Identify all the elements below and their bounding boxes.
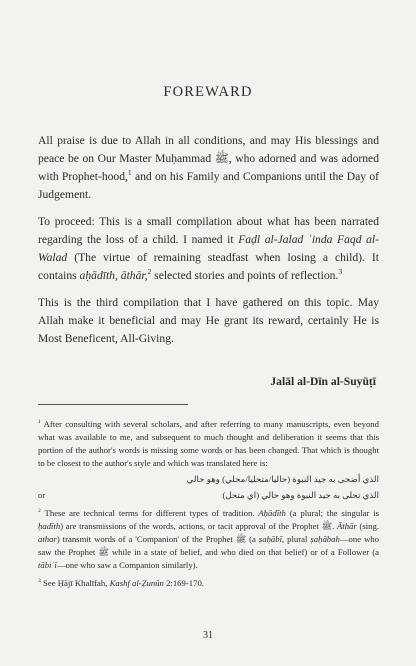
arabic-variant-2: الذي تحلى به جيد النبوة وهو حالي (اي متحل) [222, 490, 379, 500]
footnote-text: (a plural; the singular is [285, 508, 380, 518]
term: Āthār [336, 521, 357, 531]
footnote-text: ) transmit words of a 'Companion' of the Prophet ﷺ (a [56, 534, 259, 544]
footnote-text: ) are transmissions of the words, actions, or tacit approval of the Prophet ﷺ. [60, 521, 337, 531]
page-title: FOREWARD [163, 84, 253, 100]
footnote-divider [38, 404, 188, 405]
footnote-ref-3[interactable]: 3 [338, 267, 343, 277]
paragraph-3: This is the third compilation that I have gathered on this topic. May Allah make it beneficial and may He grant its reward, certainly He is Most Beneficent, All-Giving. [38, 296, 379, 345]
footnote-text: (sing. [356, 521, 380, 531]
paragraph-text: All praise is due to Allah in all conditions, and may His blessings and peace be on Our Master Muḥammad ﷺ, who adorned and was adorned with Prophet-hood, [38, 134, 380, 183]
paragraph-text: (The virtue of remaining steadfast when losing a child). It contains [38, 251, 379, 282]
paragraph-text: To proceed: This is a small compilation about what has been narrated regarding the loss of a child. I named it [38, 215, 379, 246]
paragraph-text: selected stories and points of reflection. [151, 269, 339, 282]
term-ahadith: aḥādīth, āthār, [79, 269, 148, 282]
arabic-variant-1: الذي أضحى به جيد النبوة (حاليا/متحليا/محلي) وهو حالي [186, 474, 379, 484]
term: ṣaḥābī [258, 534, 283, 544]
footnote-text: These are technical terms for different types of tradition. [44, 508, 259, 518]
term: athar [38, 534, 57, 544]
footnote-text: After consulting with several scholars, and after referring to many manuscripts, even beyond what was available to me, and subsequent to much thought and deliberation it seems that this portion of the author's words is missing some words or has been changed. That which is thought to be closest to the author's style and which was translated here is: [38, 419, 379, 468]
footnote-2 [38, 507, 379, 572]
or-label: or [38, 490, 46, 500]
footnote-text: —one who saw the Prophet ﷺ while in a state of belief, and who died on that belief) or of a Follower (a [38, 534, 380, 557]
term: ṣaḥābah [310, 534, 340, 544]
book-title: Kashf al-Ẓunūn [109, 578, 164, 588]
term: Aḥādīth [258, 508, 286, 518]
footnotes [38, 418, 379, 595]
arabic-variant-row [38, 489, 379, 502]
book-title: Faḍl al-Jalad ʿinda Faqd al-Walad [38, 233, 379, 264]
footnote-number: 2 [38, 508, 41, 515]
footnote-text: , plural [282, 534, 311, 544]
author-signature: Jalāl al-Dīn al-Suyūṭī [270, 375, 376, 388]
footnote-number: 3 [38, 578, 41, 585]
paragraph-text: and on his Family and Companions until the Day of Judgement. [38, 170, 379, 201]
page-number: 31 [203, 630, 213, 641]
footnote-text: —one who saw a Companion similarly). [56, 560, 198, 570]
footnote-text: See Ḥājī Khalīfah, [43, 578, 110, 588]
term: tābiʿī [38, 560, 57, 570]
main-text [38, 132, 379, 357]
footnote-1 [38, 418, 379, 502]
paragraph-2 [38, 213, 379, 285]
footnote-number: 1 [38, 419, 41, 426]
footnote-3 [38, 577, 379, 590]
paragraph-1 [38, 132, 379, 204]
footnote-ref-1[interactable]: 1 [127, 168, 132, 178]
footnote-text: 2:169-170. [163, 578, 204, 588]
term: ḥadīth [38, 521, 61, 531]
footnote-ref-2[interactable]: 2 [147, 267, 152, 277]
